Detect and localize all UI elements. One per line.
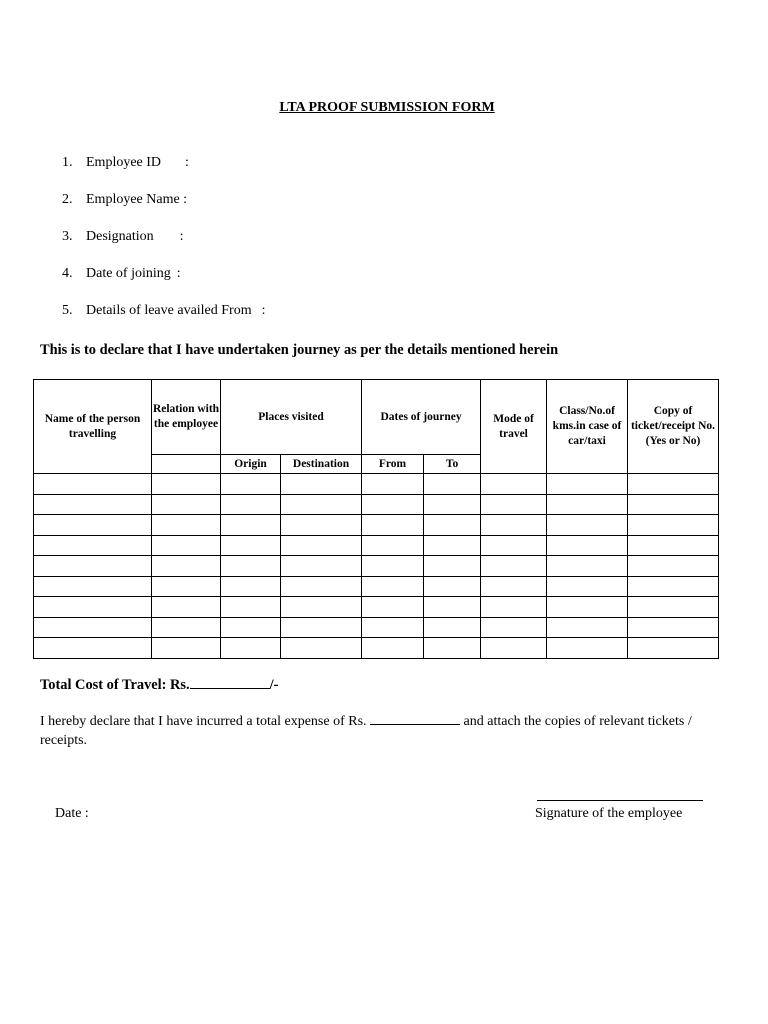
table-cell[interactable] bbox=[221, 474, 281, 495]
field-employee-name bbox=[62, 192, 187, 208]
table-cell[interactable] bbox=[152, 494, 221, 515]
field-designation bbox=[62, 229, 184, 245]
total-cost-label: Total Cost of Travel: Rs. bbox=[40, 677, 190, 693]
table-cell[interactable] bbox=[221, 617, 281, 638]
table-cell[interactable] bbox=[281, 494, 362, 515]
total-cost-suffix: /- bbox=[269, 677, 279, 693]
table-cell[interactable] bbox=[281, 576, 362, 597]
table-cell[interactable] bbox=[152, 535, 221, 556]
declaration-text-end: and attach the copies of relevant tickets / receipts. bbox=[40, 714, 692, 748]
field-separator: : bbox=[179, 229, 184, 244]
table-cell[interactable] bbox=[34, 474, 152, 495]
table-cell[interactable] bbox=[34, 597, 152, 618]
table-cell[interactable] bbox=[362, 597, 424, 618]
table-cell[interactable] bbox=[221, 576, 281, 597]
table-cell[interactable] bbox=[362, 535, 424, 556]
field-label: Employee ID bbox=[86, 155, 162, 170]
declaration-text-start: I hereby declare that I have incurred a total expense of Rs. bbox=[40, 714, 367, 729]
signature-label: Signature of the employee bbox=[535, 806, 683, 821]
field-label: Designation bbox=[86, 229, 154, 244]
field-employee-id bbox=[62, 155, 189, 171]
table-cell[interactable] bbox=[424, 515, 481, 536]
header-copy-of-ticket: Copy of ticket/receipt No. (Yes or No) bbox=[628, 380, 719, 474]
table-cell[interactable] bbox=[547, 576, 628, 597]
table-cell[interactable] bbox=[628, 576, 719, 597]
table-cell[interactable] bbox=[281, 638, 362, 659]
table-cell[interactable] bbox=[152, 638, 221, 659]
table-cell[interactable] bbox=[34, 535, 152, 556]
table-cell[interactable] bbox=[281, 617, 362, 638]
header-mode-of-travel: Mode of travel bbox=[481, 380, 547, 474]
table-cell[interactable] bbox=[547, 474, 628, 495]
table-cell[interactable] bbox=[221, 494, 281, 515]
table-cell[interactable] bbox=[281, 515, 362, 536]
table-cell[interactable] bbox=[481, 494, 547, 515]
table-cell[interactable] bbox=[221, 556, 281, 577]
table-cell[interactable] bbox=[481, 576, 547, 597]
table-cell[interactable] bbox=[481, 617, 547, 638]
table-cell[interactable] bbox=[424, 576, 481, 597]
header-origin: Origin bbox=[221, 455, 281, 474]
header-relation: Relation with the employee bbox=[152, 380, 221, 455]
header-from: From bbox=[362, 455, 424, 474]
table-row bbox=[34, 556, 719, 577]
table-cell[interactable] bbox=[362, 556, 424, 577]
total-cost-line bbox=[40, 676, 278, 694]
table-row bbox=[34, 576, 719, 597]
header-relation-blank bbox=[152, 455, 221, 474]
journey-table bbox=[33, 379, 719, 659]
table-cell[interactable] bbox=[362, 494, 424, 515]
table-cell[interactable] bbox=[362, 638, 424, 659]
table-header-row bbox=[34, 380, 719, 455]
table-cell[interactable] bbox=[547, 494, 628, 515]
header-places-visited: Places visited bbox=[221, 380, 362, 455]
table-cell[interactable] bbox=[424, 494, 481, 515]
table-cell[interactable] bbox=[34, 638, 152, 659]
table-cell[interactable] bbox=[221, 638, 281, 659]
table-cell[interactable] bbox=[481, 556, 547, 577]
header-to: To bbox=[424, 455, 481, 474]
table-cell[interactable] bbox=[628, 597, 719, 618]
table-cell[interactable] bbox=[547, 556, 628, 577]
field-number: 2. bbox=[62, 192, 73, 207]
field-number: 4. bbox=[62, 266, 73, 281]
table-row bbox=[34, 617, 719, 638]
table-cell[interactable] bbox=[362, 617, 424, 638]
journey-rows bbox=[34, 474, 719, 659]
table-cell[interactable] bbox=[281, 597, 362, 618]
table-cell[interactable] bbox=[34, 494, 152, 515]
table-cell[interactable] bbox=[547, 515, 628, 536]
table-cell[interactable] bbox=[152, 597, 221, 618]
field-separator: : bbox=[261, 303, 266, 318]
date-label: Date : bbox=[55, 806, 89, 821]
table-cell[interactable] bbox=[424, 597, 481, 618]
table-cell[interactable] bbox=[152, 617, 221, 638]
table-cell[interactable] bbox=[547, 638, 628, 659]
declaration-paragraph bbox=[40, 712, 720, 750]
table-cell[interactable] bbox=[547, 535, 628, 556]
table-cell[interactable] bbox=[481, 597, 547, 618]
table-cell[interactable] bbox=[281, 556, 362, 577]
total-cost-blank[interactable] bbox=[190, 676, 270, 689]
table-cell[interactable] bbox=[628, 515, 719, 536]
header-destination: Destination bbox=[281, 455, 362, 474]
table-cell[interactable] bbox=[481, 474, 547, 495]
table-row bbox=[34, 474, 719, 495]
signature-line[interactable] bbox=[537, 800, 703, 801]
table-cell[interactable] bbox=[547, 617, 628, 638]
table-cell[interactable] bbox=[481, 535, 547, 556]
table-cell[interactable] bbox=[424, 535, 481, 556]
field-label: Employee Name : bbox=[86, 192, 188, 207]
table-cell[interactable] bbox=[628, 494, 719, 515]
field-label: Date of joining bbox=[86, 266, 171, 281]
table-cell[interactable] bbox=[424, 474, 481, 495]
table-cell[interactable] bbox=[221, 597, 281, 618]
table-cell[interactable] bbox=[547, 597, 628, 618]
table-row bbox=[34, 515, 719, 536]
expense-amount-blank[interactable] bbox=[370, 712, 460, 725]
table-cell[interactable] bbox=[481, 515, 547, 536]
table-cell[interactable] bbox=[424, 556, 481, 577]
table-cell[interactable] bbox=[362, 515, 424, 536]
table-cell[interactable] bbox=[152, 474, 221, 495]
table-cell[interactable] bbox=[34, 515, 152, 536]
declaration-heading: This is to declare that I have undertaken journey as per the details mentioned herein bbox=[40, 342, 559, 358]
form-title: LTA PROOF SUBMISSION FORM bbox=[279, 100, 495, 115]
field-separator: : bbox=[176, 266, 181, 281]
header-name: Name of the person travelling bbox=[34, 380, 152, 474]
table-cell[interactable] bbox=[362, 474, 424, 495]
table-cell[interactable] bbox=[424, 617, 481, 638]
table-cell[interactable] bbox=[152, 576, 221, 597]
table-cell[interactable] bbox=[281, 474, 362, 495]
table-cell[interactable] bbox=[424, 638, 481, 659]
header-class: Class/No.of kms.in case of car/taxi bbox=[547, 380, 628, 474]
table-cell[interactable] bbox=[628, 556, 719, 577]
table-cell[interactable] bbox=[481, 638, 547, 659]
table-cell[interactable] bbox=[362, 576, 424, 597]
field-number: 1. bbox=[62, 155, 73, 170]
table-row bbox=[34, 494, 719, 515]
table-cell[interactable] bbox=[281, 535, 362, 556]
table-cell[interactable] bbox=[34, 617, 152, 638]
field-date-of-joining bbox=[62, 266, 181, 282]
table-cell[interactable] bbox=[34, 576, 152, 597]
table-cell[interactable] bbox=[628, 638, 719, 659]
table-cell[interactable] bbox=[152, 515, 221, 536]
table-cell[interactable] bbox=[221, 515, 281, 536]
field-separator: : bbox=[185, 155, 189, 170]
table-cell[interactable] bbox=[628, 474, 719, 495]
table-cell[interactable] bbox=[152, 556, 221, 577]
table-row bbox=[34, 535, 719, 556]
table-cell[interactable] bbox=[628, 617, 719, 638]
field-number: 3. bbox=[62, 229, 73, 244]
table-cell[interactable] bbox=[34, 556, 152, 577]
field-label: Details of leave availed From bbox=[86, 303, 252, 318]
header-dates-of-journey: Dates of journey bbox=[362, 380, 481, 455]
table-cell[interactable] bbox=[628, 535, 719, 556]
table-row bbox=[34, 638, 719, 659]
table-cell[interactable] bbox=[221, 535, 281, 556]
field-leave-details bbox=[62, 303, 266, 319]
table-row bbox=[34, 597, 719, 618]
field-number: 5. bbox=[62, 303, 73, 318]
